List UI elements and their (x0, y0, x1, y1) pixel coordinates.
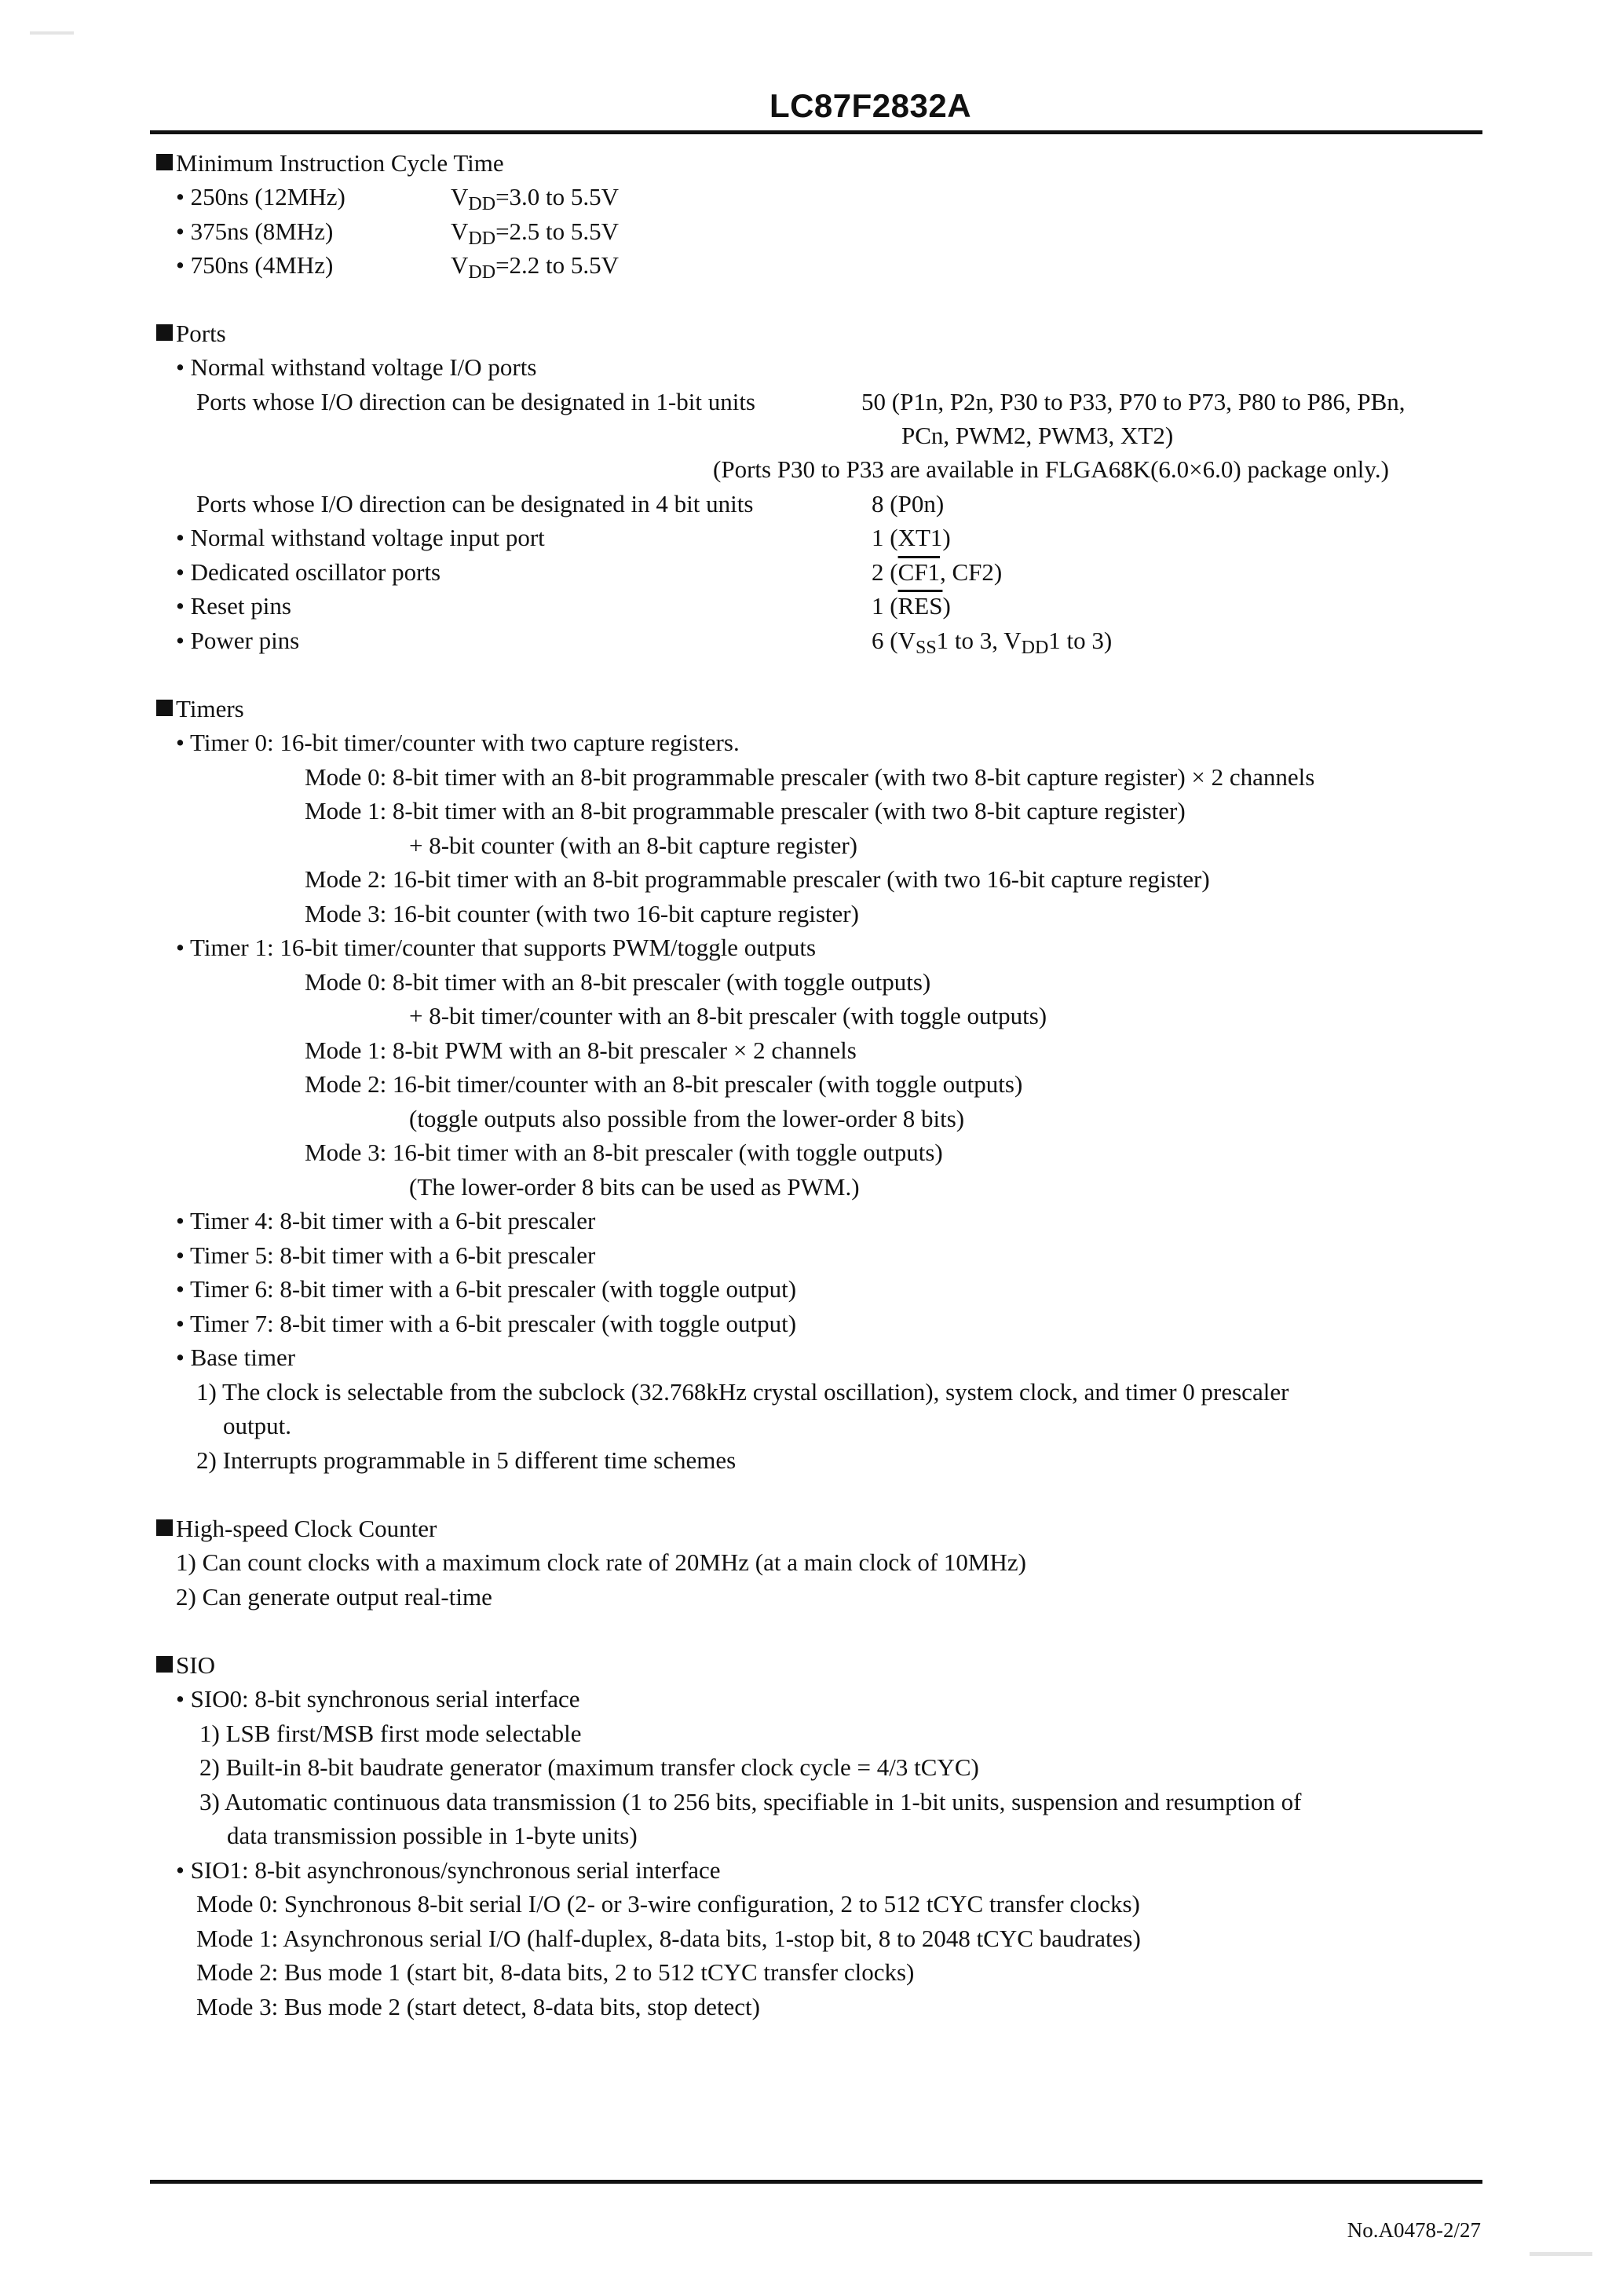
port-value: 2 (CF1, CF2) (872, 558, 1003, 586)
list-item: • Timer 0: 16-bit timer/counter with two capture registers. (176, 729, 740, 756)
port-label: Ports whose I/O direction can be designated in 4 bit units (196, 490, 754, 517)
mode-line: Mode 2: 16-bit timer with an 8-bit programmable prescaler (with two 16-bit capture register) (305, 865, 1210, 893)
list-item: • Dedicated oscillator ports (176, 558, 441, 586)
mode-line: Mode 0: 8-bit timer with an 8-bit prescaler (with toggle outputs) (305, 968, 931, 996)
numbered-item: 1) The clock is selectable from the subclock (32.768kHz crystal oscillation), system clock, and timer 0 prescaler (196, 1378, 1289, 1406)
vdd-range: $V_{DD}=3.0$ to 5.5V (451, 183, 620, 214)
list-item: • Timer 1: 16-bit timer/counter that supports PWM/toggle outputs (176, 934, 817, 961)
section-heading-timers: Timers (156, 696, 244, 721)
mode-line: (The lower-order 8 bits can be used as PWM.) (409, 1173, 860, 1201)
footer-rule (150, 2180, 1482, 2184)
square-bullet-icon (156, 700, 173, 716)
list-item: • Timer 4: 8-bit timer with a 6-bit prescaler (176, 1207, 596, 1234)
list-item: • Normal withstand voltage I/O ports (176, 353, 537, 381)
scan-mark (1530, 2252, 1592, 2256)
mode-line: Mode 2: 16-bit timer/counter with an 8-bit prescaler (with toggle outputs) (305, 1070, 1023, 1098)
port-note: (Ports P30 to P33 are available in FLGA68K(6.0×6.0) package only.) (713, 455, 1389, 483)
list-item: • Timer 5: 8-bit timer with a 6-bit prescaler (176, 1241, 596, 1269)
header-rule (150, 130, 1482, 134)
port-value: 50 (P1n, P2n, P30 to P33, P70 to P73, P80 to P86, PBn, (861, 388, 1406, 415)
section-heading-hscc: High-speed Clock Counter (156, 1516, 437, 1541)
mode-line: + 8-bit timer/counter with an 8-bit prescaler (with toggle outputs) (409, 1002, 1047, 1029)
port-value: PCn, PWM2, PWM3, XT2) (901, 422, 1174, 449)
mode-line: Mode 1: Asynchronous serial I/O (half-duplex, 8-data bits, 1-stop bit, 8 to 2048 tCYC baudrates) (196, 1925, 1141, 1952)
page-number: No.A0478-2/27 (1347, 2218, 1481, 2242)
numbered-item: 1) Can count clocks with a maximum clock rate of 20MHz (at a main clock of 10MHz) (176, 1548, 1026, 1576)
mode-line: Mode 2: Bus mode 1 (start bit, 8-data bits, 2 to 512 tCYC transfer clocks) (196, 1958, 915, 1986)
section-heading-sio: SIO (156, 1653, 215, 1677)
mode-line: Mode 3: Bus mode 2 (start detect, 8-data bits, stop detect) (196, 1993, 760, 2020)
port-value: 6 ($V_{SS}1$ to 3, $V_{DD}1$ to 3) (872, 627, 1113, 658)
list-item: • Reset pins (176, 592, 291, 620)
square-bullet-icon (156, 1519, 173, 1536)
list-item: • Timer 7: 8-bit timer with a 6-bit prescaler (with toggle output) (176, 1310, 797, 1337)
vdd-range: $V_{DD}=2.2$ to 5.5V (451, 251, 620, 283)
square-bullet-icon (156, 1656, 173, 1673)
square-bullet-icon (156, 324, 173, 341)
numbered-item-cont: output. (223, 1412, 291, 1439)
square-bullet-icon (156, 154, 173, 170)
mode-line: Mode 0: 8-bit timer with an 8-bit programmable prescaler (with two 8-bit capture register) × 2 channels (305, 763, 1315, 791)
port-value: 8 (P0n) (872, 490, 945, 517)
mode-line: (toggle outputs also possible from the lower-order 8 bits) (409, 1105, 965, 1132)
section-heading-ports: Ports (156, 321, 226, 345)
list-item: • Power pins (176, 627, 300, 654)
mode-line: + 8-bit counter (with an 8-bit capture register) (409, 832, 857, 859)
list-item: • Normal withstand voltage input port (176, 524, 545, 551)
list-item: • Timer 6: 8-bit timer with a 6-bit prescaler (with toggle output) (176, 1275, 797, 1303)
scan-mark (30, 31, 74, 35)
list-item: • SIO1: 8-bit asynchronous/synchronous serial interface (176, 1856, 721, 1884)
mode-line: Mode 3: 16-bit timer with an 8-bit prescaler (with toggle outputs) (305, 1139, 943, 1166)
mode-line: Mode 1: 8-bit PWM with an 8-bit prescaler × 2 channels (305, 1036, 857, 1064)
list-item: • 250ns (12MHz) (176, 183, 345, 210)
numbered-item: 1) LSB first/MSB first mode selectable (199, 1720, 582, 1747)
numbered-item: 2) Built-in 8-bit baudrate generator (maximum transfer clock cycle = 4/3 tCYC) (199, 1753, 979, 1781)
port-value: 1 $(\overline{RES})$ (872, 592, 951, 620)
port-label: Ports whose I/O direction can be designated in 1-bit units (196, 388, 756, 415)
mode-line: Mode 0: Synchronous 8-bit serial I/O (2- or 3-wire configuration, 2 to 512 tCYC transfer clocks) (196, 1890, 1140, 1918)
mode-line: Mode 1: 8-bit timer with an 8-bit programmable prescaler (with two 8-bit capture register) (305, 797, 1186, 824)
list-item: • 375ns (8MHz) (176, 218, 334, 245)
mode-line: Mode 3: 16-bit counter (with two 16-bit capture register) (305, 900, 859, 927)
vdd-range: $V_{DD}=2.5$ to 5.5V (451, 218, 620, 249)
list-item: • SIO0: 8-bit synchronous serial interface (176, 1685, 580, 1713)
numbered-item: 2) Interrupts programmable in 5 different time schemes (196, 1446, 737, 1474)
port-value: 1 (XT1) (872, 524, 951, 551)
list-item: • Base timer (176, 1344, 296, 1371)
list-item: • 750ns (4MHz) (176, 251, 334, 279)
numbered-item: 3) Automatic continuous data transmission (1 to 256 bits, specifiable in 1-bit units, suspension and resumption of (199, 1788, 1302, 1815)
numbered-item: 2) Can generate output real-time (176, 1583, 492, 1610)
page-title: LC87F2832A (769, 87, 972, 124)
numbered-item-cont: data transmission possible in 1-byte units) (227, 1822, 638, 1849)
section-heading-cycle-time: Minimum Instruction Cycle Time (156, 151, 504, 175)
